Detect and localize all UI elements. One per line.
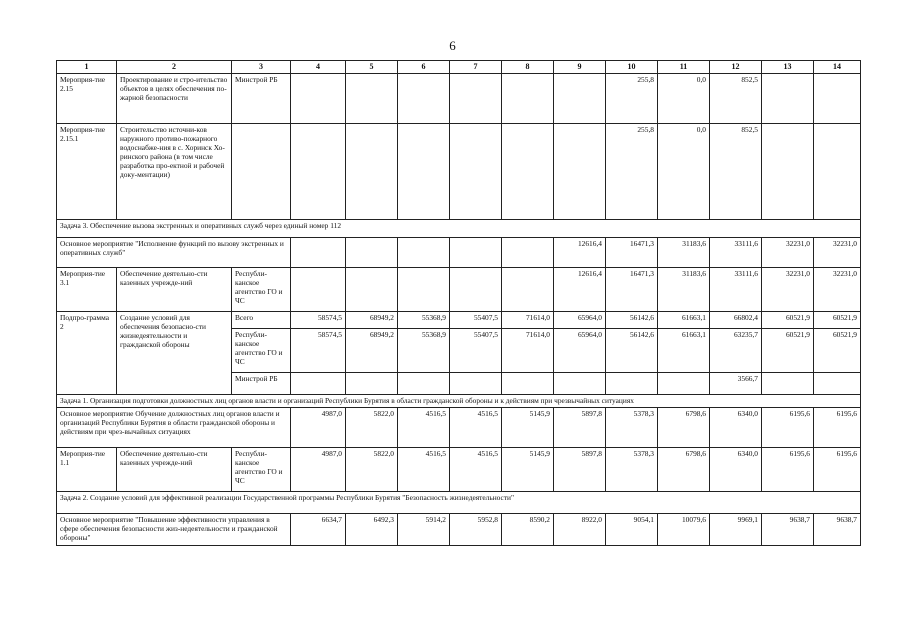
value-cell [606,373,658,395]
col-header: 5 [346,61,398,74]
value-cell: 6492,3 [346,514,398,546]
header-row [57,61,861,74]
value-cell: 71614,0 [502,329,554,373]
value-cell: 71614,0 [502,312,554,329]
value-cell: 68949,2 [346,312,398,329]
value-cell [291,268,346,312]
value-cell [291,74,346,124]
value-cell [502,238,554,268]
col-header: 6 [398,61,450,74]
activity-title: Строительство источни-ков наружного противо-пожарного водоснабже-ния в с. Хоринск Хо-ринского района (в том числе разработка про-ектной и рабочей доку-ментации) [117,124,232,220]
executor [232,124,291,220]
value-cell: 4516,5 [450,408,502,448]
value-cell: 6634,7 [291,514,346,546]
value-cell: 65964,0 [554,329,606,373]
value-cell [398,124,450,220]
value-cell [291,373,346,395]
col-header: 2 [117,61,232,74]
value-cell: 10079,6 [658,514,710,546]
activity-code: Мероприя-тие 3.1 [57,268,117,312]
value-cell: 60521,9 [762,329,814,373]
table-row [57,74,861,124]
value-cell [398,74,450,124]
value-cell [814,124,861,220]
col-header: 9 [554,61,606,74]
value-cell: 4987,0 [291,408,346,448]
col-header: 1 [57,61,117,74]
table-row [57,238,861,268]
value-cell: 5897,8 [554,448,606,492]
value-cell [502,74,554,124]
task-row [57,395,861,408]
value-cell: 56142,6 [606,329,658,373]
col-header: 7 [450,61,502,74]
value-cell: 0,0 [658,74,710,124]
table-row [57,514,861,546]
value-cell: 32231,0 [762,238,814,268]
value-cell: 12616,4 [554,268,606,312]
subprogram-code: Подпро-грамма 2 [57,312,117,395]
executor: Минстрой РБ [232,74,291,124]
executor: Республи-канское агентство ГО и ЧС [232,448,291,492]
value-cell [502,373,554,395]
value-cell: 61663,1 [658,312,710,329]
task-heading: Задача 3. Обеспечение вызова экстренных и оперативных служб через единый номер 112 [57,220,861,238]
value-cell: 5145,9 [502,408,554,448]
col-header: 12 [710,61,762,74]
value-cell: 5378,3 [606,448,658,492]
value-cell: 16471,3 [606,238,658,268]
budget-table [56,60,861,546]
value-cell: 31183,6 [658,268,710,312]
value-cell: 68949,2 [346,329,398,373]
task-heading: Задача 2. Создание условий для эффективной реализации Государственной программы Республики Бурятия "Безопасность жизнедеятельности" [57,492,861,514]
value-cell [291,124,346,220]
value-cell: 32231,0 [814,238,861,268]
value-cell: 6195,6 [814,448,861,492]
value-cell: 5378,3 [606,408,658,448]
value-cell: 6340,0 [710,448,762,492]
table-row [57,312,861,329]
table-row [57,124,861,220]
table-row [57,268,861,312]
value-cell: 56142,6 [606,312,658,329]
value-cell [554,373,606,395]
value-cell: 33111,6 [710,268,762,312]
executor: Всего [232,312,291,329]
value-cell: 58574,5 [291,329,346,373]
value-cell: 4987,0 [291,448,346,492]
col-header: 8 [502,61,554,74]
value-cell [762,124,814,220]
page-number: 6 [449,38,456,53]
activity-code: Мероприя-тие 2.15.1 [57,124,117,220]
value-cell: 31183,6 [658,238,710,268]
col-header: 13 [762,61,814,74]
value-cell: 60521,9 [814,329,861,373]
task-row [57,220,861,238]
value-cell: 5952,8 [450,514,502,546]
value-cell: 6798,6 [658,448,710,492]
value-cell [346,74,398,124]
value-cell: 5914,2 [398,514,450,546]
value-cell: 66802,4 [710,312,762,329]
value-cell [450,373,502,395]
value-cell: 55368,9 [398,312,450,329]
value-cell: 32231,0 [762,268,814,312]
value-cell [554,74,606,124]
value-cell: 8922,0 [554,514,606,546]
value-cell: 32231,0 [814,268,861,312]
value-cell: 12616,4 [554,238,606,268]
col-header: 14 [814,61,861,74]
value-cell [346,124,398,220]
value-cell [554,124,606,220]
value-cell: 6798,6 [658,408,710,448]
value-cell: 255,8 [606,74,658,124]
activity-code: Мероприя-тие 2.15 [57,74,117,124]
value-cell [814,373,861,395]
value-cell: 4516,5 [398,408,450,448]
value-cell [291,238,346,268]
value-cell [762,373,814,395]
value-cell [814,74,861,124]
value-cell: 65964,0 [554,312,606,329]
col-header: 4 [291,61,346,74]
value-cell: 5897,8 [554,408,606,448]
value-cell: 9969,1 [710,514,762,546]
value-cell: 5822,0 [346,408,398,448]
activity-title: Проектирование и стро-ительство объектов в целях обеспечения по-жарной безопасности [117,74,232,124]
main-activity-title: Основное мероприятие Обучение должностных лиц органов власти и организаций Республики Бурятия в области гражданской обороны и действиям при чрез-вычайных ситуациях [57,408,291,448]
value-cell: 0,0 [658,124,710,220]
executor: Минстрой РБ [232,373,291,395]
value-cell: 63235,7 [710,329,762,373]
value-cell: 33111,6 [710,238,762,268]
executor: Республи-канское агентство ГО и ЧС [232,329,291,373]
activity-title: Обеспечение деятельно-сти казенных учрежде-ний [117,268,232,312]
value-cell [762,74,814,124]
value-cell [398,268,450,312]
col-header: 3 [232,61,291,74]
value-cell: 55407,5 [450,312,502,329]
value-cell [658,373,710,395]
value-cell: 6340,0 [710,408,762,448]
value-cell [398,238,450,268]
subprogram-title: Создание условий для обеспечения безопасно-сти жизнедеятельности и гражданской обороны [117,312,232,395]
value-cell [502,268,554,312]
value-cell: 5822,0 [346,448,398,492]
col-header: 11 [658,61,710,74]
value-cell: 6195,6 [814,408,861,448]
value-cell: 60521,9 [762,312,814,329]
value-cell: 55368,9 [398,329,450,373]
value-cell: 3566,7 [710,373,762,395]
value-cell: 9054,1 [606,514,658,546]
value-cell: 8590,2 [502,514,554,546]
table-row [57,448,861,492]
value-cell: 852,5 [710,74,762,124]
task-row [57,492,861,514]
value-cell: 55407,5 [450,329,502,373]
value-cell: 852,5 [710,124,762,220]
value-cell [346,268,398,312]
col-header: 10 [606,61,658,74]
value-cell: 61663,1 [658,329,710,373]
value-cell: 5145,9 [502,448,554,492]
value-cell: 9638,7 [814,514,861,546]
value-cell: 58574,5 [291,312,346,329]
main-activity-title: Основное мероприятие "Исполнение функций по вызову экстренных и оперативных служб" [57,238,291,268]
value-cell [450,268,502,312]
value-cell: 6195,6 [762,408,814,448]
value-cell: 255,8 [606,124,658,220]
main-activity-title: Основное мероприятие "Повышение эффективности управления в сфере обеспечения безопасности жиз-недеятельности и гражданской обороны" [57,514,291,546]
task-heading: Задача 1. Организация подготовки должностных лиц органов власти и организаций Республики Бурятия в области гражданской обороны и к действиям при чрезвычайных ситуациях [57,395,861,408]
value-cell: 16471,3 [606,268,658,312]
value-cell: 9638,7 [762,514,814,546]
value-cell [450,74,502,124]
executor: Республи-канское агентство ГО и ЧС [232,268,291,312]
activity-title: Обеспечение деятельно-сти казенных учрежде-ний [117,448,232,492]
value-cell [450,238,502,268]
table-row [57,408,861,448]
value-cell: 4516,5 [450,448,502,492]
value-cell: 60521,9 [814,312,861,329]
activity-code: Мероприя-тие 1.1 [57,448,117,492]
value-cell [450,124,502,220]
value-cell [502,124,554,220]
value-cell: 4516,5 [398,448,450,492]
value-cell: 6195,6 [762,448,814,492]
value-cell [398,373,450,395]
value-cell [346,238,398,268]
value-cell [346,373,398,395]
